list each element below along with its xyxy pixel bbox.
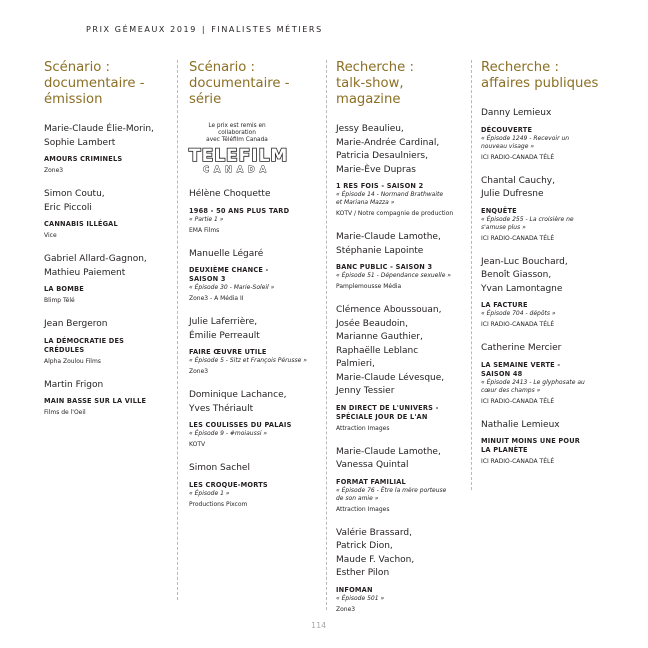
finalist-names — [336, 123, 468, 177]
program-title-line: LA SEMAINE VERTE - — [481, 360, 561, 369]
finalist-names — [481, 175, 609, 202]
finalist-entry — [336, 123, 468, 218]
finalist-names — [336, 527, 468, 581]
column-title-line: talk-show, magazine — [336, 76, 404, 107]
finalist-names — [481, 419, 609, 433]
column-title-line: Recherche : — [481, 60, 559, 75]
telefilm-logo-subtext: CANADA — [203, 165, 271, 174]
finalist-name: Clémence Aboussouan, — [336, 305, 442, 315]
finalist-name: Mathieu Paiement — [44, 267, 126, 278]
finalist-name: Dominique Lachance, — [189, 390, 287, 400]
episode-info — [336, 595, 468, 603]
episode-line: « Épisode 76 - Être la mère porteuse — [336, 486, 447, 494]
column-title — [481, 60, 609, 92]
program-title — [481, 301, 609, 310]
finalist-entry — [44, 123, 172, 175]
finalist-name: Esther Pilon — [336, 568, 390, 578]
finalist-name: Danny Lemieux — [481, 108, 552, 118]
episode-info — [481, 379, 609, 395]
finalist-name: Marie-Ève Dupras — [336, 164, 416, 175]
column-recherche-talk-show — [336, 60, 468, 627]
finalist-name: Eric Piccoli — [44, 202, 92, 213]
program-title — [44, 337, 172, 355]
header-title: PRIX GÉMEAUX 2019 — [86, 25, 197, 34]
column-recherche-affaires-publiques — [481, 60, 609, 479]
episode-line: et Mariana Mazza » — [336, 199, 395, 206]
finalist-names — [44, 123, 172, 150]
finalist-name: Josée Beaudoin, — [336, 318, 408, 329]
header-separator: | — [201, 25, 207, 34]
finalist-names — [44, 318, 172, 332]
finalist-names — [44, 379, 172, 393]
episode-line: « Épisode 30 - Marie-Soleil » — [189, 284, 275, 291]
finalist-name: Catherine Mercier — [481, 343, 562, 353]
finalist-name: Nathalie Lemieux — [481, 419, 560, 430]
episode-info — [336, 191, 468, 207]
page-number: 114 — [311, 621, 327, 630]
program-title — [481, 126, 609, 135]
producer: Blimp Télé — [44, 297, 75, 304]
episode-line: « Épisode 255 - La croisière ne — [481, 215, 574, 223]
column-scenario-documentaire-serie — [189, 60, 319, 522]
column-title-line: documentaire - — [189, 76, 290, 91]
finalist-entry — [336, 527, 468, 614]
finalist-entry — [189, 389, 319, 449]
finalist-name: Maude F. Vachon, — [336, 554, 415, 565]
program-title — [481, 361, 609, 379]
episode-line: s'amuse plus » — [481, 223, 526, 231]
column-title — [336, 60, 468, 108]
episode-info — [481, 310, 609, 318]
column-title-line: affaires publiques — [481, 76, 599, 91]
program-title-line: 1 RES FOIS - SAISON 2 — [336, 182, 424, 190]
finalist-name: Yves Thériault — [189, 403, 254, 414]
episode-line: « Épisode 14 - Normand Brathwaite — [336, 191, 444, 198]
column-title-line: émission — [44, 92, 103, 107]
finalist-names — [336, 304, 468, 399]
program-title — [189, 207, 319, 216]
finalist-names — [481, 342, 609, 356]
finalist-entry — [481, 107, 609, 162]
finalist-names — [336, 231, 468, 258]
finalist-names — [44, 188, 172, 215]
program-title — [44, 155, 172, 164]
episode-info — [189, 357, 319, 365]
producer: ICI RADIO-CANADA TÉLÉ — [481, 458, 555, 465]
finalist-name: Marianne Gauthier, — [336, 332, 423, 342]
episode-line: « Épisode 9 - #moiaussi » — [189, 430, 268, 437]
finalist-name: Marie-Claude Élie-Morin, — [44, 124, 154, 134]
program-title — [336, 478, 468, 487]
program-title-line: LA DÉMOCRATIE DES — [44, 336, 125, 345]
finalist-entry — [481, 175, 609, 243]
program-title-line: 1968 - 50 ANS PLUS TARD — [189, 206, 290, 215]
episode-info — [189, 284, 319, 292]
program-title-line: MINUIT MOINS UNE POUR — [481, 437, 581, 445]
finalist-name: Stéphanie Lapointe — [336, 245, 424, 256]
column-title-line: Scénario : — [189, 60, 255, 75]
finalist-entry — [44, 253, 172, 305]
producer: Zone3 — [189, 368, 209, 375]
finalist-name: Valérie Brassard, — [336, 527, 413, 538]
producer: ICI RADIO-CANADA TÉLÉ — [481, 153, 555, 161]
finalist-name: Chantal Cauchy, — [481, 175, 555, 186]
program-title-line: SPÉCIALE JOUR DE L'AN — [336, 412, 428, 421]
program-title — [189, 266, 319, 284]
finalist-names — [189, 248, 319, 262]
program-title-line: FAIRE ŒUVRE UTILE — [189, 348, 267, 356]
episode-line: « Épisode 51 - Dépendance sexuelle » — [336, 272, 451, 279]
episode-line: « Épisode 704 - dépôts » — [481, 310, 556, 317]
program-title-line: CRÉDULES — [44, 345, 85, 354]
column-scenario-documentaire-emission — [44, 60, 172, 430]
program-title-line: LES CROQUE-MORTS — [189, 480, 268, 489]
episode-line: « Épisode 5 - Sitz et François Pérusse » — [189, 357, 307, 364]
program-title-line: LES COULISSES DU PALAIS — [189, 421, 292, 429]
finalist-name: Raphaëlle Leblanc — [336, 345, 419, 356]
finalist-entry — [189, 316, 319, 376]
finalist-name: Julie Dufresne — [481, 189, 544, 199]
episode-line: cœur des champs » — [481, 386, 541, 394]
finalist-names — [189, 462, 319, 476]
finalist-entry — [481, 256, 609, 330]
episode-line: nouveau visage » — [481, 142, 535, 150]
finalist-names — [189, 316, 319, 343]
finalist-name: Palmieri, — [336, 359, 375, 369]
finalist-name: Manuelle Légaré — [189, 248, 264, 259]
finalist-name: Simon Sachel — [189, 463, 250, 473]
page-header — [86, 25, 323, 34]
episode-line: « Épisode 2413 - Le glyphosate au — [481, 378, 585, 386]
producer: ICI RADIO-CANADA TÉLÉ — [481, 234, 555, 242]
finalist-names — [189, 188, 319, 202]
finalist-name: Marie-Claude Lévesque, — [336, 372, 445, 383]
column-title-line: documentaire - — [44, 76, 145, 91]
finalist-entry — [336, 304, 468, 433]
sponsor-note-line: avec Téléfilm Canada — [206, 137, 268, 143]
program-title — [336, 404, 468, 422]
finalist-name: Jessy Beaulieu, — [336, 124, 404, 134]
finalist-name: Marie-Claude Lamothe, — [336, 232, 441, 242]
program-title — [189, 348, 319, 357]
program-title — [336, 586, 468, 595]
producer: ICI RADIO-CANADA TÉLÉ — [481, 397, 555, 405]
program-title-line: ENQUÊTE — [481, 206, 517, 215]
program-title-line: FORMAT FAMILIAL — [336, 477, 406, 486]
column-title-line: Scénario : — [44, 60, 110, 75]
finalist-entry — [336, 231, 468, 291]
program-title-line: LA FACTURE — [481, 301, 528, 309]
finalist-names — [336, 446, 468, 473]
program-title — [336, 182, 468, 191]
episode-line: « Épisode 1 » — [189, 489, 230, 497]
program-title — [481, 207, 609, 216]
program-title-line: BANC PUBLIC - SAISON 3 — [336, 263, 433, 271]
finalist-names — [481, 107, 609, 121]
sponsor-note-line: Le prix est remis en collaboration — [208, 123, 266, 136]
finalist-entry — [189, 188, 319, 235]
finalist-name: Marie-Claude Lamothe, — [336, 446, 441, 457]
program-title-line: INFOMAN — [336, 585, 373, 594]
finalist-names — [481, 256, 609, 297]
finalist-entry — [189, 248, 319, 304]
finalist-name: Martin Frigon — [44, 379, 104, 390]
episode-info — [481, 216, 609, 232]
episode-info — [336, 272, 468, 280]
program-title-line: DEUXIÈME CHANCE - — [189, 266, 269, 274]
producer: Zone3 - A Média II — [189, 295, 244, 302]
finalist-name: Sophie Lambert — [44, 137, 116, 148]
episode-line: « Partie 1 » — [189, 215, 224, 223]
producer: Productions Pixcom — [189, 500, 248, 508]
program-title-line: SAISON 3 — [189, 275, 226, 283]
finalist-name: Yvan Lamontagne — [481, 283, 563, 294]
finalist-name: Hélène Choquette — [189, 189, 271, 199]
column-divider — [326, 60, 327, 610]
episode-info — [189, 216, 319, 224]
finalist-names — [44, 253, 172, 280]
finalist-names — [189, 389, 319, 416]
finalist-name: Émilie Perreault — [189, 330, 260, 341]
sponsor-note — [189, 123, 285, 144]
finalist-entry — [44, 318, 172, 366]
finalist-entry — [336, 446, 468, 514]
program-title-line: EN DIRECT DE L'UNIVERS - — [336, 403, 439, 412]
producer: Films de l'Oeil — [44, 409, 86, 416]
producer: EMA Films — [189, 226, 220, 234]
program-title-line: DÉCOUVERTE — [481, 125, 533, 134]
program-title — [336, 263, 468, 272]
program-title-line: MAIN BASSE SUR LA VILLE — [44, 397, 147, 405]
episode-info — [189, 490, 319, 498]
program-title — [189, 481, 319, 490]
finalist-name: Simon Coutu, — [44, 189, 105, 199]
producer: Vice — [44, 232, 57, 239]
producer: Zone3 — [336, 605, 356, 613]
column-title — [189, 60, 319, 108]
episode-info — [336, 487, 468, 503]
column-title-line: Recherche : — [336, 60, 414, 75]
producer: Pamplemousse Média — [336, 283, 402, 290]
finalist-entry — [189, 462, 319, 509]
program-title — [44, 285, 172, 294]
program-title-line: LA PLANÈTE — [481, 446, 528, 454]
finalist-name: Jean-Luc Bouchard, — [481, 256, 568, 267]
header-subtitle: FINALISTES MÉTIERS — [211, 25, 323, 34]
producer: Attraction Images — [336, 505, 390, 513]
producer: Attraction Images — [336, 424, 390, 432]
finalist-name: Julie Laferrière, — [189, 317, 258, 327]
finalist-entry — [44, 379, 172, 418]
finalist-name: Marie-Andrée Cardinal, — [336, 137, 440, 148]
finalist-entry — [44, 188, 172, 240]
producer: KOTV — [189, 441, 206, 448]
finalist-name: Patricia Desaulniers, — [336, 151, 428, 161]
finalist-name: Benoît Giasson, — [481, 270, 552, 280]
program-title — [481, 437, 609, 455]
episode-info — [481, 135, 609, 151]
finalist-name: Jean Bergeron — [44, 319, 108, 329]
column-title — [44, 60, 172, 108]
episode-info — [189, 430, 319, 438]
telefilm-logo: TELEFILM — [189, 146, 289, 166]
program-title — [189, 421, 319, 430]
episode-line: « Épisode 501 » — [336, 594, 385, 602]
program-title — [44, 220, 172, 229]
finalist-entry — [481, 419, 609, 467]
producer: Alpha Zoulou Films — [44, 357, 101, 365]
column-divider — [471, 60, 472, 490]
finalist-entry — [481, 342, 609, 406]
program-title-line: CANNABIS ILLÉGAL — [44, 220, 118, 228]
finalist-name: Jenny Tessier — [336, 386, 395, 396]
episode-line: « Épisode 1249 - Recevoir un — [481, 134, 570, 142]
column-title-line: série — [189, 92, 222, 107]
finalist-name: Patrick Dion, — [336, 541, 393, 551]
episode-line: de son amie » — [336, 494, 379, 502]
producer: KOTV / Notre compagnie de production — [336, 210, 454, 217]
program-title — [44, 397, 172, 406]
producer: ICI RADIO-CANADA TÉLÉ — [481, 321, 555, 328]
finalist-name: Gabriel Allard-Gagnon, — [44, 254, 147, 264]
finalist-name: Vanessa Quintal — [336, 460, 409, 470]
producer: Zone3 — [44, 167, 64, 174]
program-title-line: SAISON 48 — [481, 369, 523, 378]
program-title-line: LA BOMBE — [44, 285, 84, 293]
column-divider — [177, 60, 178, 600]
program-title-line: AMOURS CRIMINELS — [44, 155, 123, 163]
